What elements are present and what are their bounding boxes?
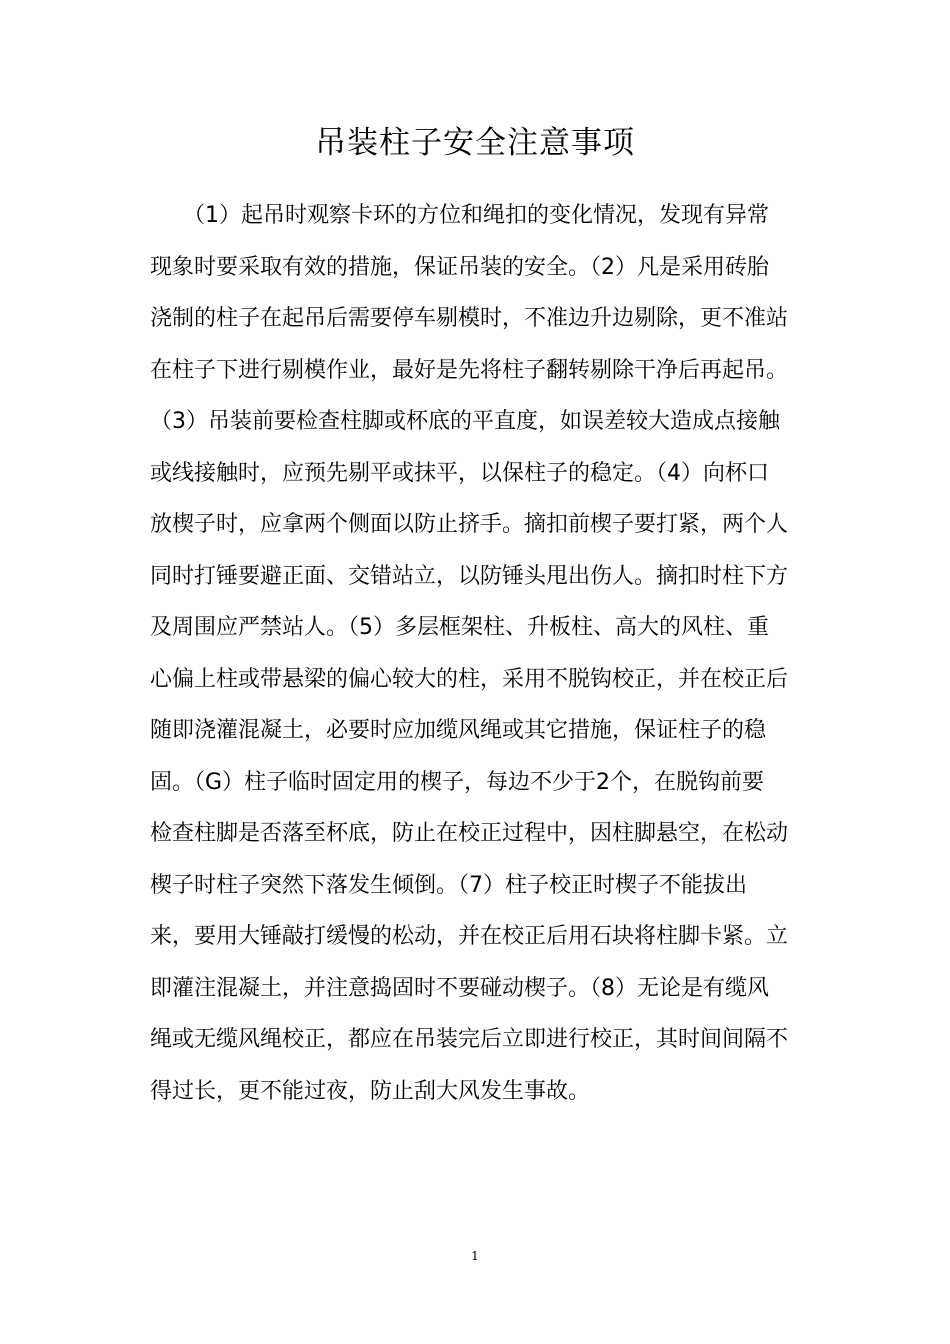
body-line: 浇制的柱子在起吊后需要停车剔模时，不准边升边剔除，更不准站 [150, 306, 789, 331]
body-line: 固。（G）柱子临时固定用的楔子，每边不少于2个，在脱钩前要 [150, 769, 765, 795]
body-line: 楔子时柱子突然下落发生倾倒。（7）柱子校正时楔子不能拔出 [150, 872, 747, 898]
body-line: 心偏上柱或带悬梁的偏心较大的柱，采用不脱钩校正，并在校正后 [150, 666, 789, 692]
body-line: 放楔子时，应拿两个侧面以防止挤手。摘扣前楔子要打紧，两个人 [150, 512, 789, 537]
body-line: 或线接触时，应预先剔平或抹平，以保柱子的稳定。（4）向杯口 [150, 460, 769, 486]
body-line: 及周围应严禁站人。（5）多层框架柱、升板柱、高大的风柱、重 [150, 615, 769, 640]
document-body [150, 190, 802, 1117]
page-number: 1 [471, 1249, 479, 1263]
body-line: 现象时要采取有效的措施，保证吊装的安全。（2）凡是采用砖胎 [150, 254, 769, 280]
document-title: 吊装柱子安全注意事项 [315, 125, 635, 161]
body-line: 随即浇灌混凝土，必要时应加缆风绳或其它措施，保证柱子的稳 [150, 718, 767, 743]
body-line: 得过长，更不能过夜，防止刮大风发生事故。 [150, 1078, 591, 1104]
body-line: （3）吊装前要检查柱脚或杯底的平直度，如误差较大造成点接触 [150, 409, 780, 434]
body-line: 即灌注混凝土，并注意捣固时不要碰动楔子。（8）无论是有缆风 [150, 975, 769, 1001]
body-line: 绳或无缆风绳校正，都应在吊装完后立即进行校正，其时间间隔不 [150, 1027, 789, 1052]
body-line: 检查柱脚是否落至杯底，防止在校正过程中，因柱脚悬空，在松动 [150, 821, 789, 846]
body-line: 同时打锤要避正面、交错站立，以防锤头甩出伤人。摘扣时柱下方 [150, 563, 789, 589]
body-line: 来，要用大锤敲打缓慢的松动，并在校正后用石块将柱脚卡紧。立 [150, 924, 789, 949]
body-line: （1）起吊时观察卡环的方位和绳扣的变化情况，发现有异常 [150, 203, 769, 228]
body-line: 在柱子下进行剔模作业，最好是先将柱子翻转剔除干净后再起吊。 [150, 357, 789, 383]
